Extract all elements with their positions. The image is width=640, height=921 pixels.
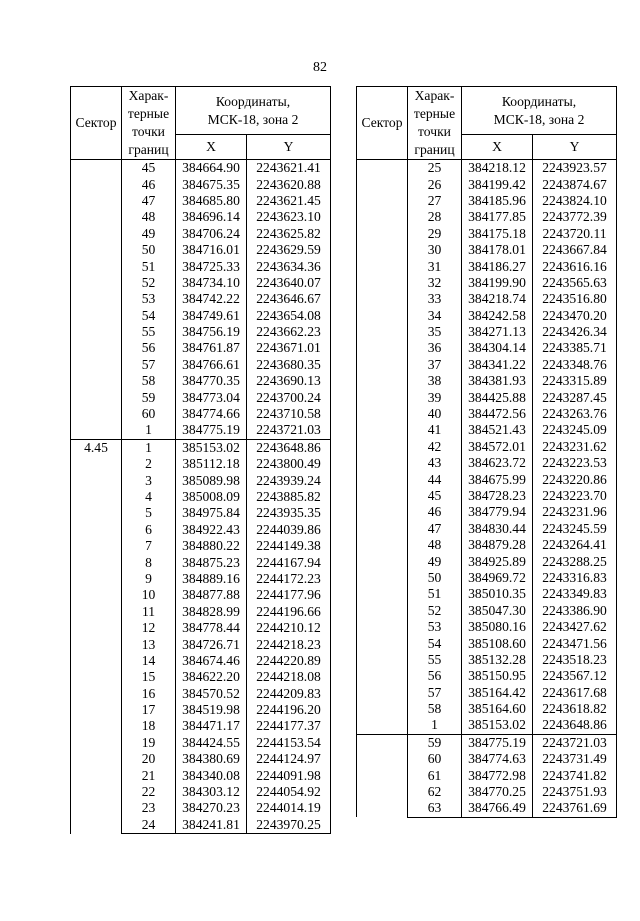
y-cell: 2243731.49 bbox=[533, 751, 617, 767]
y-cell: 2243567.12 bbox=[533, 668, 617, 684]
point-cell: 56 bbox=[122, 340, 176, 356]
y-cell: 2243245.09 bbox=[533, 422, 617, 438]
x-cell: 384570.52 bbox=[176, 686, 247, 702]
x-cell: 385164.42 bbox=[462, 685, 533, 701]
y-cell: 2243741.82 bbox=[533, 767, 617, 783]
x-cell: 384726.71 bbox=[176, 636, 247, 652]
point-cell: 46 bbox=[408, 504, 462, 520]
point-cell: 1 bbox=[122, 422, 176, 439]
x-cell: 384341.22 bbox=[462, 357, 533, 373]
point-cell: 54 bbox=[408, 635, 462, 651]
y-cell: 2243348.76 bbox=[533, 357, 617, 373]
x-cell: 384175.18 bbox=[462, 226, 533, 242]
x-cell: 385153.02 bbox=[176, 439, 247, 456]
point-cell: 35 bbox=[408, 324, 462, 340]
point-cell: 60 bbox=[122, 406, 176, 422]
x-cell: 384880.22 bbox=[176, 538, 247, 554]
y-cell: 2243680.35 bbox=[247, 357, 331, 373]
x-cell: 384380.69 bbox=[176, 751, 247, 767]
x-cell: 384975.84 bbox=[176, 505, 247, 521]
y-cell: 2244172.23 bbox=[247, 571, 331, 587]
point-cell: 47 bbox=[408, 521, 462, 537]
x-cell: 385008.09 bbox=[176, 489, 247, 505]
point-cell: 60 bbox=[408, 751, 462, 767]
x-cell: 384775.19 bbox=[462, 734, 533, 751]
point-cell: 16 bbox=[122, 686, 176, 702]
y-cell: 2244039.86 bbox=[247, 522, 331, 538]
point-cell: 1 bbox=[408, 717, 462, 734]
y-cell: 2244167.94 bbox=[247, 554, 331, 570]
y-cell: 2243939.24 bbox=[247, 472, 331, 488]
point-cell: 21 bbox=[122, 767, 176, 783]
table-row bbox=[357, 734, 617, 751]
x-cell: 384271.13 bbox=[462, 324, 533, 340]
coordinates-table-right bbox=[356, 86, 617, 818]
y-cell: 2243751.93 bbox=[533, 784, 617, 800]
x-cell: 384742.22 bbox=[176, 291, 247, 307]
x-cell: 385047.30 bbox=[462, 603, 533, 619]
x-cell: 385150.95 bbox=[462, 668, 533, 684]
point-cell: 55 bbox=[122, 324, 176, 340]
y-cell: 2243223.70 bbox=[533, 488, 617, 504]
y-cell: 2243720.11 bbox=[533, 226, 617, 242]
point-cell: 13 bbox=[122, 636, 176, 652]
y-cell: 2243621.45 bbox=[247, 193, 331, 209]
point-cell: 5 bbox=[122, 505, 176, 521]
x-cell: 384734.10 bbox=[176, 275, 247, 291]
y-cell: 2243885.82 bbox=[247, 489, 331, 505]
point-cell: 45 bbox=[408, 488, 462, 504]
y-cell: 2244124.97 bbox=[247, 751, 331, 767]
point-cell: 59 bbox=[122, 389, 176, 405]
x-cell: 384218.74 bbox=[462, 291, 533, 307]
y-cell: 2244091.98 bbox=[247, 767, 331, 783]
y-cell: 2243721.03 bbox=[533, 734, 617, 751]
point-cell: 33 bbox=[408, 291, 462, 307]
x-cell: 384675.35 bbox=[176, 176, 247, 192]
y-cell: 2243690.13 bbox=[247, 373, 331, 389]
y-cell: 2243231.62 bbox=[533, 439, 617, 455]
y-cell: 2243471.56 bbox=[533, 635, 617, 651]
point-cell: 48 bbox=[408, 537, 462, 553]
x-cell: 385089.98 bbox=[176, 472, 247, 488]
point-cell: 43 bbox=[408, 455, 462, 471]
point-cell: 53 bbox=[408, 619, 462, 635]
y-cell: 2244014.19 bbox=[247, 800, 331, 816]
table-body-left bbox=[71, 160, 331, 834]
point-cell: 37 bbox=[408, 357, 462, 373]
y-cell: 2243245.59 bbox=[533, 521, 617, 537]
x-cell: 384675.99 bbox=[462, 471, 533, 487]
y-cell: 2244209.83 bbox=[247, 686, 331, 702]
x-cell: 384381.93 bbox=[462, 373, 533, 389]
y-cell: 2244177.96 bbox=[247, 587, 331, 603]
y-cell: 2244153.54 bbox=[247, 735, 331, 751]
x-cell: 384756.19 bbox=[176, 324, 247, 340]
point-cell: 18 bbox=[122, 718, 176, 734]
x-cell: 384770.25 bbox=[462, 784, 533, 800]
x-cell: 385153.02 bbox=[462, 717, 533, 734]
x-cell: 384519.98 bbox=[176, 702, 247, 718]
x-cell: 384922.43 bbox=[176, 522, 247, 538]
y-cell: 2243220.86 bbox=[533, 471, 617, 487]
x-cell: 384766.49 bbox=[462, 800, 533, 817]
point-cell: 8 bbox=[122, 554, 176, 570]
x-cell: 385112.18 bbox=[176, 456, 247, 472]
x-cell: 384889.16 bbox=[176, 571, 247, 587]
y-cell: 2243634.36 bbox=[247, 258, 331, 274]
x-cell: 384773.04 bbox=[176, 389, 247, 405]
y-cell: 2244196.66 bbox=[247, 604, 331, 620]
x-cell: 385132.28 bbox=[462, 652, 533, 668]
x-cell: 384521.43 bbox=[462, 422, 533, 438]
x-cell: 384925.89 bbox=[462, 553, 533, 569]
point-cell: 57 bbox=[122, 357, 176, 373]
y-cell: 2243648.86 bbox=[533, 717, 617, 734]
point-cell: 48 bbox=[122, 209, 176, 225]
table-body-right bbox=[357, 160, 617, 818]
point-cell: 27 bbox=[408, 193, 462, 209]
x-cell: 384728.23 bbox=[462, 488, 533, 504]
x-cell: 384766.61 bbox=[176, 357, 247, 373]
point-cell: 38 bbox=[408, 373, 462, 389]
y-cell: 2243565.63 bbox=[533, 275, 617, 291]
point-cell: 44 bbox=[408, 471, 462, 487]
point-cell: 9 bbox=[122, 571, 176, 587]
x-cell: 384178.01 bbox=[462, 242, 533, 258]
y-cell: 2243386.90 bbox=[533, 603, 617, 619]
x-cell: 384716.01 bbox=[176, 242, 247, 258]
x-cell: 384185.96 bbox=[462, 193, 533, 209]
x-cell: 384340.08 bbox=[176, 767, 247, 783]
y-cell: 2243667.84 bbox=[533, 242, 617, 258]
y-cell: 2243231.96 bbox=[533, 504, 617, 520]
point-cell: 11 bbox=[122, 604, 176, 620]
sector-cell bbox=[71, 160, 122, 440]
header-y: Y bbox=[247, 135, 331, 160]
point-cell: 50 bbox=[408, 570, 462, 586]
x-cell: 384424.55 bbox=[176, 735, 247, 751]
point-cell: 32 bbox=[408, 275, 462, 291]
x-cell: 384674.46 bbox=[176, 653, 247, 669]
y-cell: 2243426.34 bbox=[533, 324, 617, 340]
x-cell: 384572.01 bbox=[462, 439, 533, 455]
y-cell: 2243385.71 bbox=[533, 340, 617, 356]
x-cell: 384778.44 bbox=[176, 620, 247, 636]
x-cell: 384270.23 bbox=[176, 800, 247, 816]
y-cell: 2243470.20 bbox=[533, 308, 617, 324]
y-cell: 2244218.08 bbox=[247, 669, 331, 685]
y-cell: 2244210.12 bbox=[247, 620, 331, 636]
y-cell: 2243316.83 bbox=[533, 570, 617, 586]
y-cell: 2244149.38 bbox=[247, 538, 331, 554]
point-cell: 4 bbox=[122, 489, 176, 505]
x-cell: 384969.72 bbox=[462, 570, 533, 586]
x-cell: 384304.14 bbox=[462, 340, 533, 356]
point-cell: 22 bbox=[122, 784, 176, 800]
point-cell: 46 bbox=[122, 176, 176, 192]
y-cell: 2243772.39 bbox=[533, 209, 617, 225]
y-cell: 2243518.23 bbox=[533, 652, 617, 668]
y-cell: 2244196.20 bbox=[247, 702, 331, 718]
header-coordinates: Координаты, МСК-18, зона 2 bbox=[462, 87, 617, 135]
x-cell: 384664.90 bbox=[176, 160, 247, 177]
point-cell: 57 bbox=[408, 685, 462, 701]
y-cell: 2243700.24 bbox=[247, 389, 331, 405]
x-cell: 384199.90 bbox=[462, 275, 533, 291]
y-cell: 2243662.23 bbox=[247, 324, 331, 340]
x-cell: 385164.60 bbox=[462, 701, 533, 717]
y-cell: 2243516.80 bbox=[533, 291, 617, 307]
x-cell: 384879.28 bbox=[462, 537, 533, 553]
y-cell: 2244177.37 bbox=[247, 718, 331, 734]
y-cell: 2243263.76 bbox=[533, 406, 617, 422]
point-cell: 34 bbox=[408, 308, 462, 324]
point-cell: 7 bbox=[122, 538, 176, 554]
point-cell: 53 bbox=[122, 291, 176, 307]
point-cell: 59 bbox=[408, 734, 462, 751]
y-cell: 2243654.08 bbox=[247, 308, 331, 324]
table-row bbox=[71, 439, 331, 456]
point-cell: 2 bbox=[122, 456, 176, 472]
y-cell: 2243935.35 bbox=[247, 505, 331, 521]
x-cell: 384774.63 bbox=[462, 751, 533, 767]
point-cell: 12 bbox=[122, 620, 176, 636]
point-cell: 14 bbox=[122, 653, 176, 669]
y-cell: 2243616.16 bbox=[533, 258, 617, 274]
point-cell: 40 bbox=[408, 406, 462, 422]
x-cell: 384425.88 bbox=[462, 389, 533, 405]
y-cell: 2243671.01 bbox=[247, 340, 331, 356]
page-number: 82 bbox=[313, 60, 327, 75]
header-sector: Сектор bbox=[71, 87, 122, 160]
y-cell: 2244054.92 bbox=[247, 784, 331, 800]
x-cell: 384828.99 bbox=[176, 604, 247, 620]
y-cell: 2243874.67 bbox=[533, 176, 617, 192]
y-cell: 2243621.41 bbox=[247, 160, 331, 177]
point-cell: 20 bbox=[122, 751, 176, 767]
coordinates-table-left bbox=[70, 86, 331, 834]
point-cell: 30 bbox=[408, 242, 462, 258]
y-cell: 2244218.23 bbox=[247, 636, 331, 652]
y-cell: 2243648.86 bbox=[247, 439, 331, 456]
y-cell: 2243620.88 bbox=[247, 176, 331, 192]
point-cell: 63 bbox=[408, 800, 462, 817]
y-cell: 2243800.49 bbox=[247, 456, 331, 472]
y-cell: 2243629.59 bbox=[247, 242, 331, 258]
point-cell: 52 bbox=[408, 603, 462, 619]
y-cell: 2243625.82 bbox=[247, 226, 331, 242]
point-cell: 51 bbox=[408, 586, 462, 602]
x-cell: 384770.35 bbox=[176, 373, 247, 389]
x-cell: 384877.88 bbox=[176, 587, 247, 603]
header-points: Харак- терные точки границ bbox=[408, 87, 462, 160]
y-cell: 2243923.57 bbox=[533, 160, 617, 177]
header-x: X bbox=[176, 135, 247, 160]
x-cell: 384177.85 bbox=[462, 209, 533, 225]
x-cell: 384622.20 bbox=[176, 669, 247, 685]
x-cell: 384772.98 bbox=[462, 767, 533, 783]
point-cell: 19 bbox=[122, 735, 176, 751]
x-cell: 384241.81 bbox=[176, 817, 247, 834]
x-cell: 384779.94 bbox=[462, 504, 533, 520]
x-cell: 384685.80 bbox=[176, 193, 247, 209]
y-cell: 2243315.89 bbox=[533, 373, 617, 389]
x-cell: 384749.61 bbox=[176, 308, 247, 324]
x-cell: 384696.14 bbox=[176, 209, 247, 225]
point-cell: 55 bbox=[408, 652, 462, 668]
point-cell: 39 bbox=[408, 389, 462, 405]
y-cell: 2243970.25 bbox=[247, 817, 331, 834]
point-cell: 15 bbox=[122, 669, 176, 685]
x-cell: 384774.66 bbox=[176, 406, 247, 422]
point-cell: 58 bbox=[122, 373, 176, 389]
point-cell: 36 bbox=[408, 340, 462, 356]
point-cell: 26 bbox=[408, 176, 462, 192]
point-cell: 3 bbox=[122, 472, 176, 488]
point-cell: 10 bbox=[122, 587, 176, 603]
y-cell: 2243264.41 bbox=[533, 537, 617, 553]
y-cell: 2243640.07 bbox=[247, 275, 331, 291]
table-row bbox=[71, 160, 331, 177]
y-cell: 2243721.03 bbox=[247, 422, 331, 439]
point-cell: 31 bbox=[408, 258, 462, 274]
point-cell: 23 bbox=[122, 800, 176, 816]
y-cell: 2243824.10 bbox=[533, 193, 617, 209]
x-cell: 384706.24 bbox=[176, 226, 247, 242]
x-cell: 384725.33 bbox=[176, 258, 247, 274]
header-sector: Сектор bbox=[357, 87, 408, 160]
x-cell: 384471.17 bbox=[176, 718, 247, 734]
y-cell: 2243427.62 bbox=[533, 619, 617, 635]
x-cell: 384303.12 bbox=[176, 784, 247, 800]
table-row bbox=[357, 160, 617, 177]
point-cell: 6 bbox=[122, 522, 176, 538]
point-cell: 58 bbox=[408, 701, 462, 717]
y-cell: 2243618.82 bbox=[533, 701, 617, 717]
point-cell: 52 bbox=[122, 275, 176, 291]
sector-cell bbox=[357, 160, 408, 735]
x-cell: 384875.23 bbox=[176, 554, 247, 570]
point-cell: 47 bbox=[122, 193, 176, 209]
y-cell: 2243349.83 bbox=[533, 586, 617, 602]
point-cell: 17 bbox=[122, 702, 176, 718]
point-cell: 51 bbox=[122, 258, 176, 274]
point-cell: 45 bbox=[122, 160, 176, 177]
point-cell: 61 bbox=[408, 767, 462, 783]
y-cell: 2243623.10 bbox=[247, 209, 331, 225]
header-points: Харак- терные точки границ bbox=[122, 87, 176, 160]
point-cell: 56 bbox=[408, 668, 462, 684]
x-cell: 384623.72 bbox=[462, 455, 533, 471]
point-cell: 49 bbox=[122, 226, 176, 242]
header-coordinates: Координаты, МСК-18, зона 2 bbox=[176, 87, 331, 135]
y-cell: 2243223.53 bbox=[533, 455, 617, 471]
x-cell: 385108.60 bbox=[462, 635, 533, 651]
x-cell: 384761.87 bbox=[176, 340, 247, 356]
point-cell: 54 bbox=[122, 308, 176, 324]
point-cell: 41 bbox=[408, 422, 462, 438]
point-cell: 62 bbox=[408, 784, 462, 800]
y-cell: 2243646.67 bbox=[247, 291, 331, 307]
x-cell: 384472.56 bbox=[462, 406, 533, 422]
x-cell: 384218.12 bbox=[462, 160, 533, 177]
x-cell: 384199.42 bbox=[462, 176, 533, 192]
x-cell: 385080.16 bbox=[462, 619, 533, 635]
y-cell: 2244220.89 bbox=[247, 653, 331, 669]
sector-cell: 4.45 bbox=[71, 439, 122, 833]
x-cell: 384242.58 bbox=[462, 308, 533, 324]
point-cell: 1 bbox=[122, 439, 176, 456]
x-cell: 384775.19 bbox=[176, 422, 247, 439]
point-cell: 28 bbox=[408, 209, 462, 225]
point-cell: 29 bbox=[408, 226, 462, 242]
point-cell: 42 bbox=[408, 439, 462, 455]
point-cell: 49 bbox=[408, 553, 462, 569]
point-cell: 25 bbox=[408, 160, 462, 177]
header-x: X bbox=[462, 135, 533, 160]
y-cell: 2243617.68 bbox=[533, 685, 617, 701]
y-cell: 2243288.25 bbox=[533, 553, 617, 569]
x-cell: 385010.35 bbox=[462, 586, 533, 602]
y-cell: 2243710.58 bbox=[247, 406, 331, 422]
point-cell: 50 bbox=[122, 242, 176, 258]
x-cell: 384186.27 bbox=[462, 258, 533, 274]
x-cell: 384830.44 bbox=[462, 521, 533, 537]
y-cell: 2243761.69 bbox=[533, 800, 617, 817]
point-cell: 24 bbox=[122, 817, 176, 834]
y-cell: 2243287.45 bbox=[533, 389, 617, 405]
sector-cell bbox=[357, 734, 408, 817]
header-y: Y bbox=[533, 135, 617, 160]
